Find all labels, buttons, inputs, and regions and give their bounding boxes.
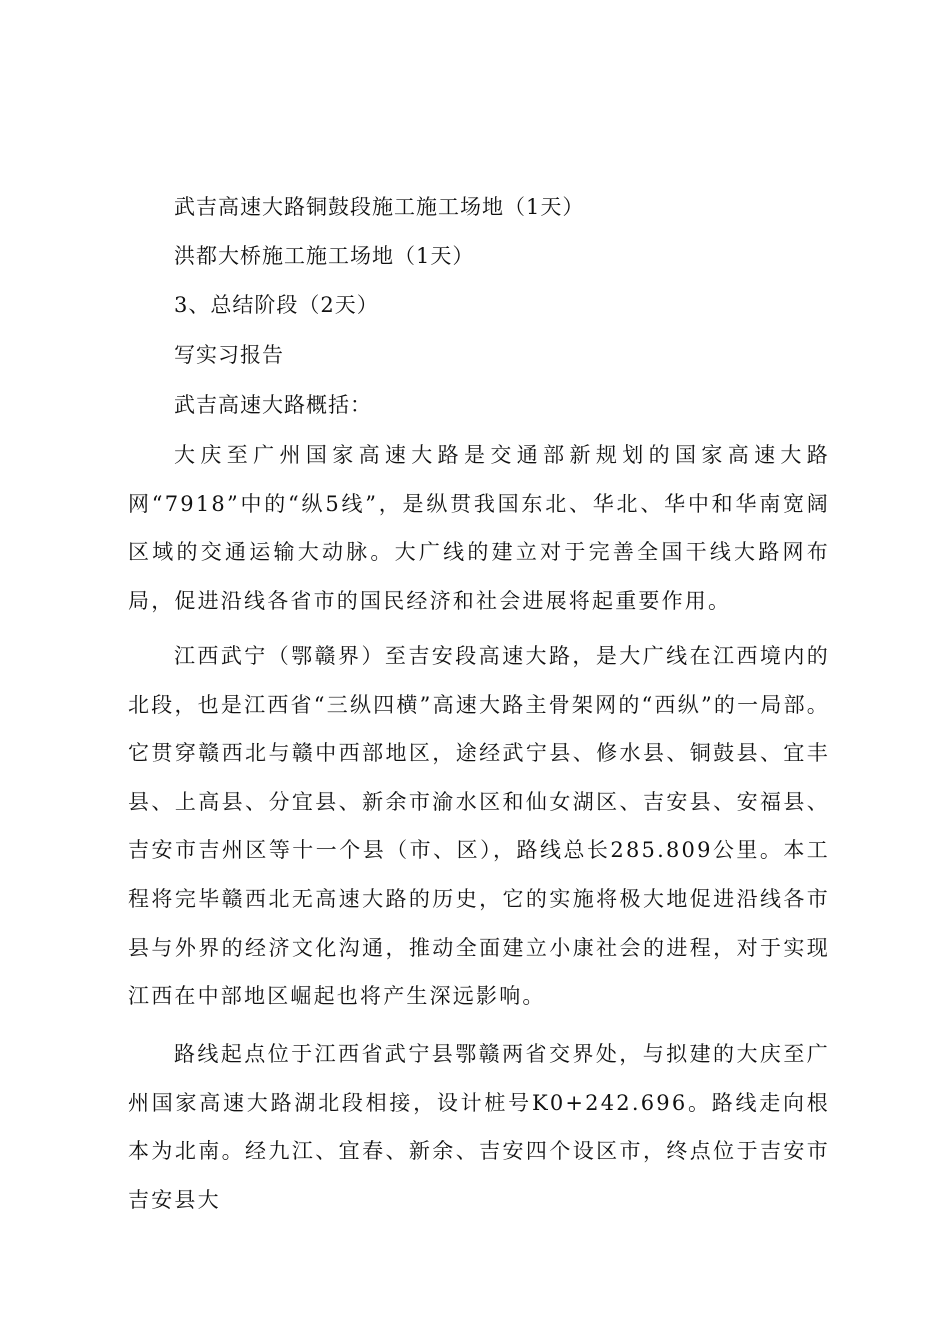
schedule-line-tonggu: 武吉高速大路铜鼓段施工施工场地（1天） — [174, 195, 585, 219]
paragraph-wuning-jian-section: 江西武宁（鄂赣界）至吉安段高速大路，是大广线在江西境内的北段，也是江西省“三纵四横”高速大路主骨架网的“西纵”的一局部。它贯穿赣西北与赣中西部地区，途经武宁县、修水县、铜鼓县、宜丰县、上高县、分宜县、新余市渝水区和仙女湖区、吉安县、安福县、吉安市吉州区等十一个县（市、区），路线总长285.809公里。本工程将完毕赣西北无高速大路的历史，它的实施将极大地促进沿线各市县与外界的经济文化沟通，推动全面建立小康社会的进程，对于实现江西在中部地区崛起也将产生深远影响。 — [128, 644, 830, 1009]
summary-stage-heading: 3、总结阶段（2天） — [174, 293, 379, 317]
paragraph-daguang-expressway: 大庆至广州国家高速大路是交通部新规划的国家高速大路网“7918”中的“纵5线”，是纵贯我国东北、华北、华中和华南宽阔区域的交通运输大动脉。大广线的建立对于完善全国干线大路网布局，促进沿线各省市的国民经济和社会进展将起重要作用。 — [128, 443, 830, 613]
write-report-line: 写实习报告 — [174, 343, 284, 367]
schedule-line-hongdu-bridge: 洪都大桥施工施工场地（1天） — [174, 244, 475, 268]
overview-heading: 武吉高速大路概括： — [174, 393, 372, 417]
paragraph-route-start: 路线起点位于江西省武宁县鄂赣两省交界处，与拟建的大庆至广州国家高速大路湖北段相接，设计桩号K0+242.696。路线走向根本为北南。经九江、宜春、新余、吉安四个设区市，终点位于吉安市吉安县大 — [128, 1042, 830, 1212]
